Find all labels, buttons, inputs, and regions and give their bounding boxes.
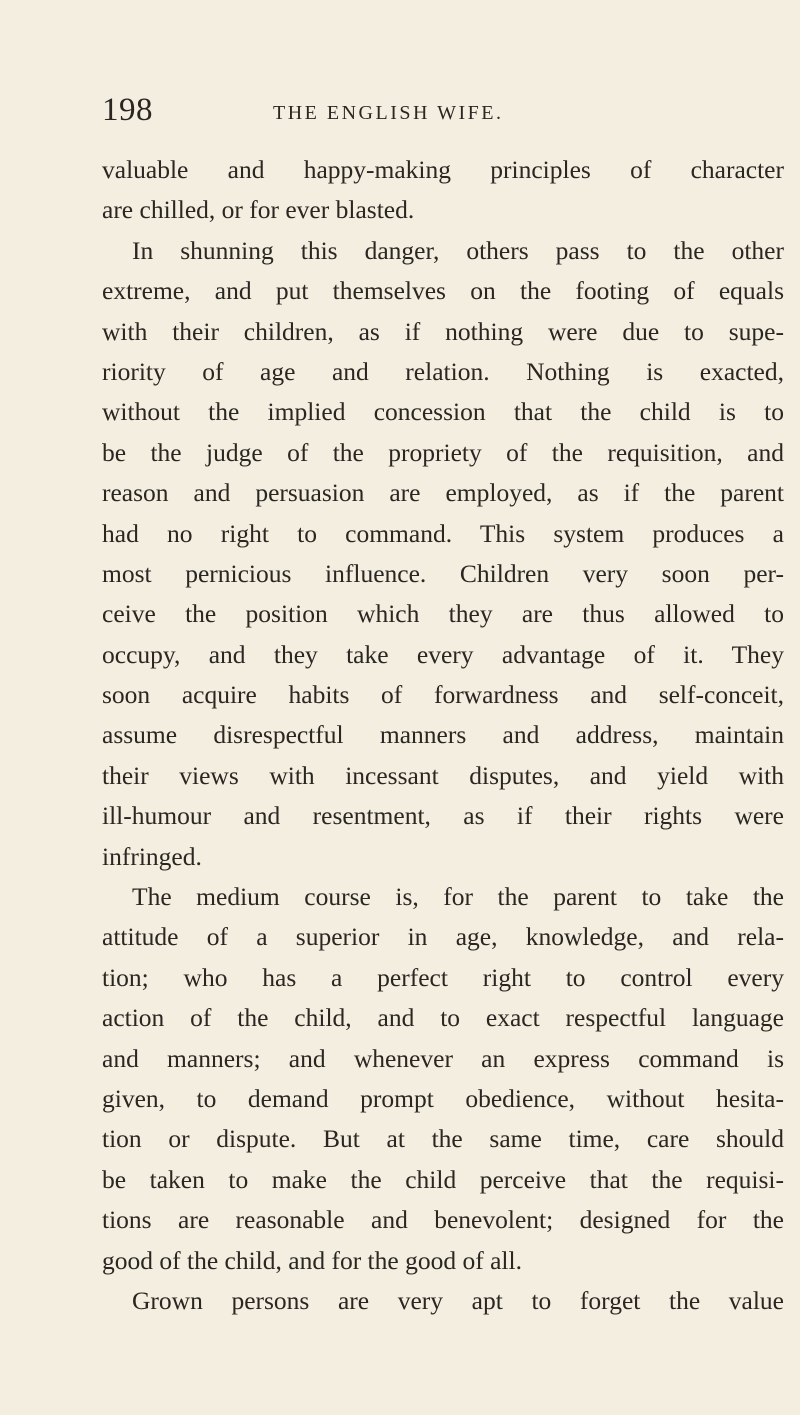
text-line: ill-humour and resentment, as if their rights were <box>102 801 784 831</box>
text-line: and manners; and whenever an express command is <box>102 1043 784 1073</box>
text-line: most pernicious influence. Children very soon per- <box>102 558 784 588</box>
page-header <box>102 92 774 140</box>
text-line: given, to demand prompt obedience, without hesita- <box>102 1083 784 1113</box>
text-line: Grown persons are very apt to forget the value <box>132 1285 784 1315</box>
page-number: 198 <box>102 92 153 128</box>
text-line: good of the child, and for the good of all. <box>102 1245 522 1275</box>
text-line: attitude of a superior in age, knowledge, and rela- <box>102 922 784 952</box>
text-line: riority of age and relation. Nothing is exacted, <box>102 356 784 386</box>
text-line: tion or dispute. But at the same time, care should <box>102 1124 784 1154</box>
text-line: with their children, as if nothing were due to supe- <box>102 316 784 346</box>
text-line: valuable and happy-making principles of character <box>102 155 784 184</box>
text-line: ceive the position which they are thus allowed to <box>102 599 784 629</box>
body-text <box>102 150 784 1321</box>
text-line: had no right to command. This system produces a <box>102 518 784 548</box>
text-line: soon acquire habits of forwardness and self-conceit, <box>102 680 784 710</box>
text-line: In shunning this danger, others pass to the other <box>132 235 784 265</box>
text-line: extreme, and put themselves on the footing of equals <box>102 276 784 306</box>
text-line: assume disrespectful manners and address, maintain <box>102 720 784 750</box>
text-line: The medium course is, for the parent to take the <box>132 882 784 912</box>
text-line: be the judge of the propriety of the requisition, and <box>102 437 784 467</box>
text-line: are chilled, or for ever blasted. <box>102 195 415 225</box>
text-line: without the implied concession that the child is to <box>102 397 784 427</box>
text-line: reason and persuasion are employed, as if the parent <box>102 478 784 508</box>
text-line: action of the child, and to exact respectful language <box>102 1003 784 1033</box>
text-line: tions are reasonable and benevolent; designed for the <box>102 1205 784 1235</box>
text-line: infringed. <box>102 841 202 871</box>
running-head: THE ENGLISH WIFE. <box>273 102 504 124</box>
text-line: tion; who has a perfect right to control every <box>102 962 784 992</box>
text-line: be taken to make the child perceive that the requisi- <box>102 1164 784 1194</box>
text-line: their views with incessant disputes, and yield with <box>102 760 784 790</box>
text-line: occupy, and they take every advantage of it. They <box>102 639 784 669</box>
